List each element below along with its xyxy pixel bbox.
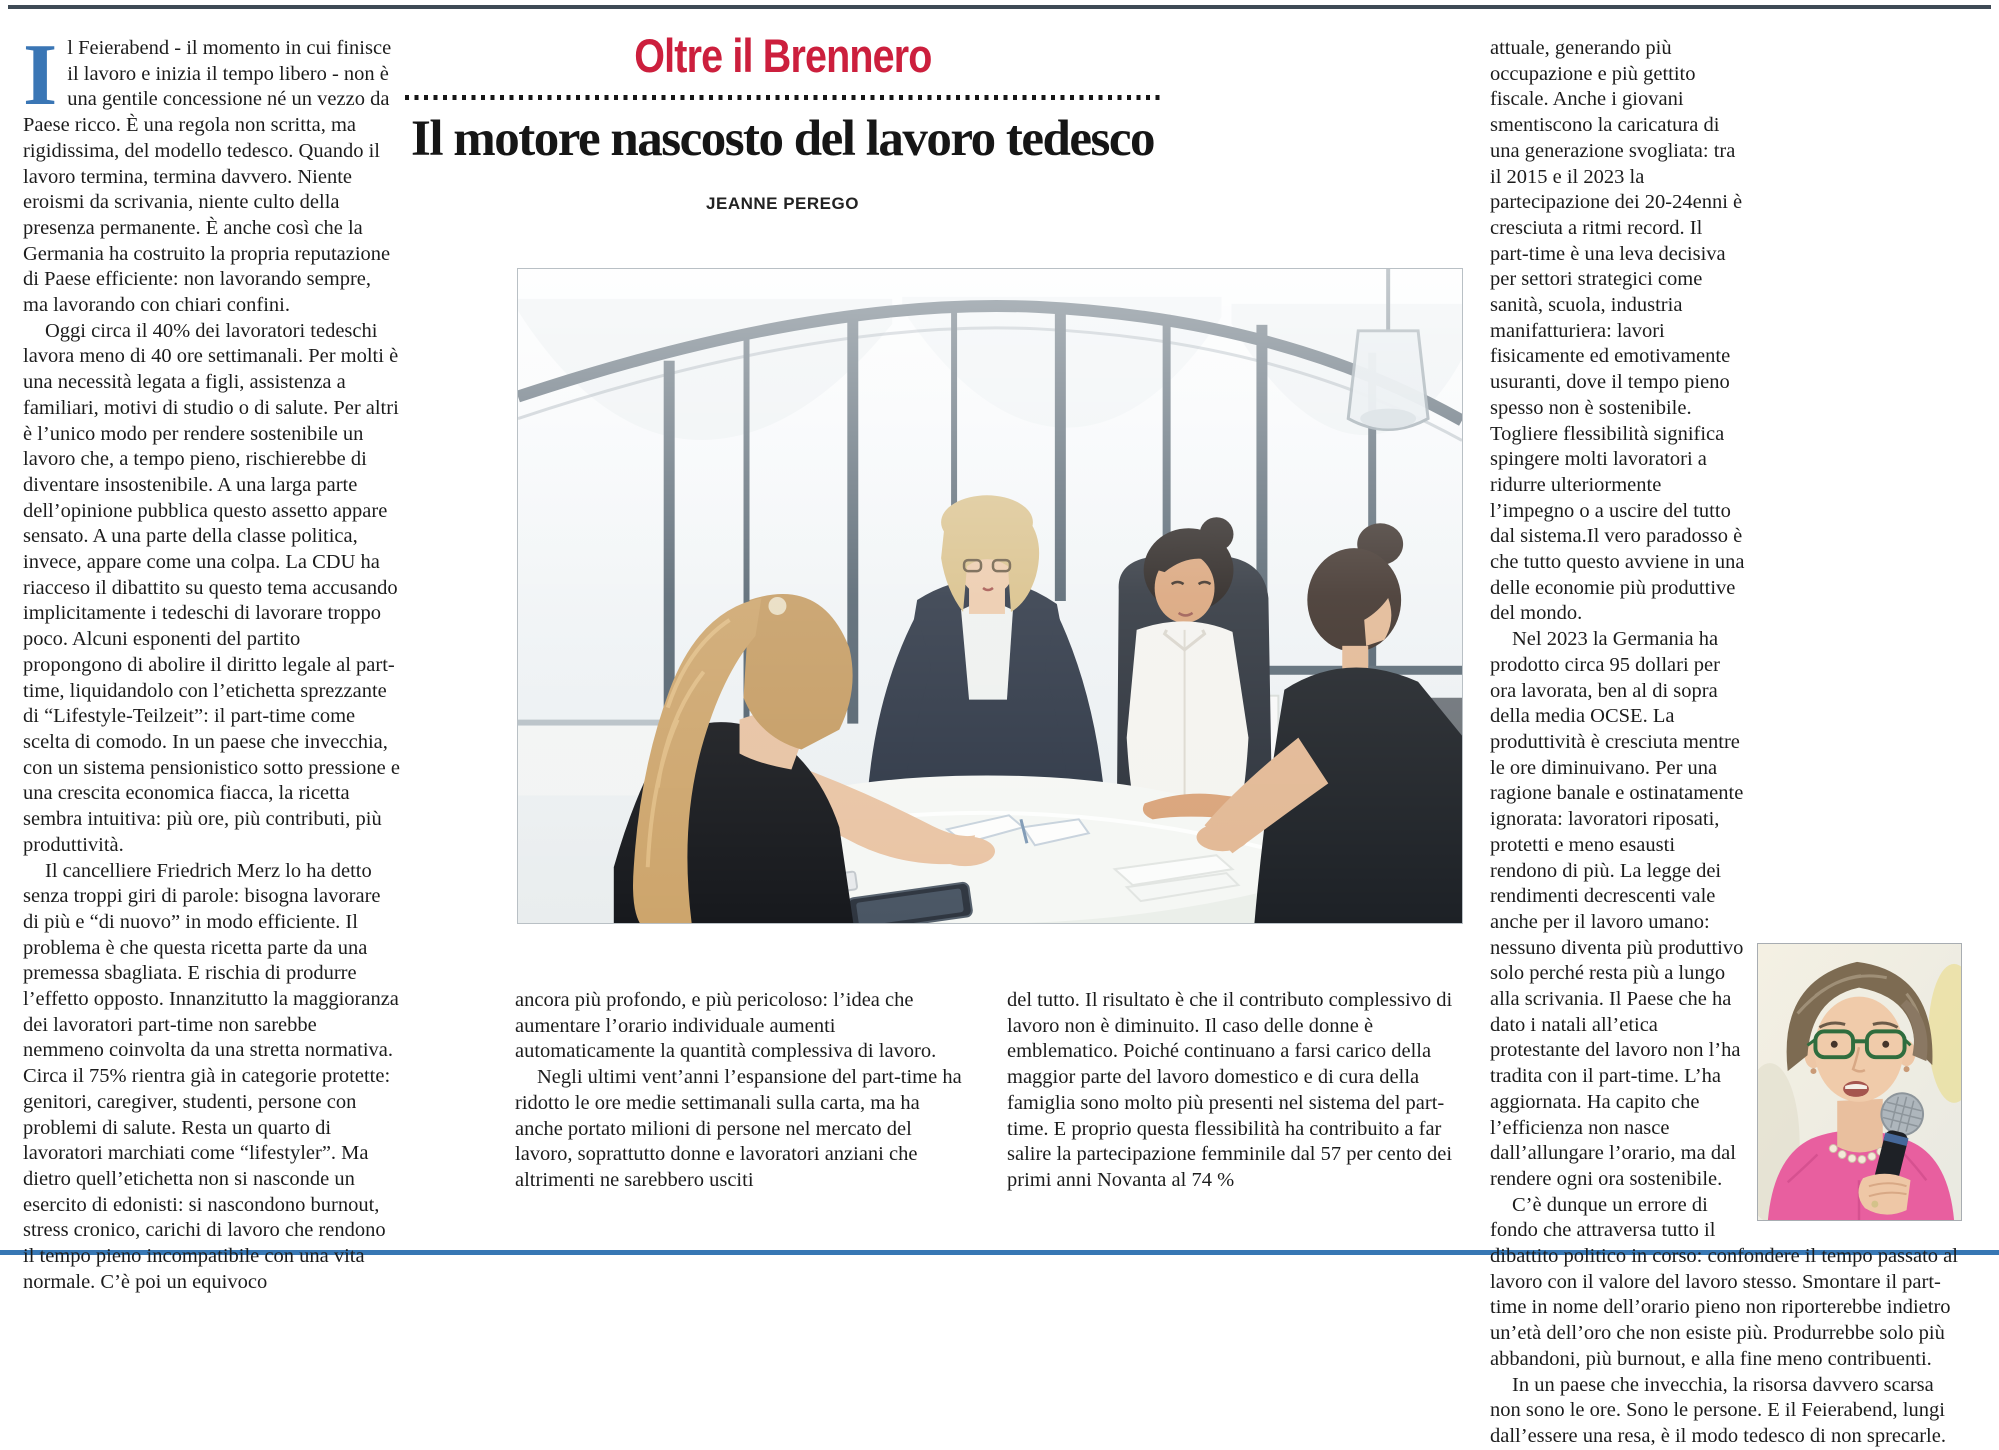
paragraph: ancora più profondo, e più pericoloso: l’idea che aumentare l’orario individuale aumenti automaticamente la quantità complessiva di lavoro.: [515, 989, 937, 1063]
paragraph: Il cancelliere Friedrich Merz lo ha detto senza troppi giri di parole: bisogna lavorare di più e “di nuovo” in modo efficiente. Il problema è che questa ricetta parte da una premessa sbagliata. E rischia di produrre l’effetto opposto. Innanzitutto la maggioranza dei lavoratori part-time non sarebbe nemmeno coinvolta da una stretta normativa. Circa il 75% rientra già in categorie protette: genitori, caregiver, studenti, persone con problemi di salute. Resta un quarto di lavoratori marchiati come “lifestyler”. Ma dietro quell’etichetta non si nasconde un esercito di edonisti: si nascondono burnout, stress cronico, carichi di lavoro che rendono il tempo pieno incompatibile con una vita normale. C’è poi un equivoco: [23, 859, 399, 1293]
paragraph: Oggi circa il 40% dei lavoratori tedeschi lavora meno di 40 ore settimanali. Per molti è una necessità legata a figli, assistenza a familiari, motivi di studio o di salute. Per altri è l’unico modo per rendere sostenibile un lavoro che, a tempo pieno, rischierebbe di diventare insostenibile. A una larga parte dell’opinione pubblica questo assetto appare sensato. A una parte della classe politica, invece, appare come una colpa. La CDU ha riacceso il dibattito su questo tema accusando implicitamente i tedeschi di lavorare troppo poco. Alcuni esponenti del partito propongono di abolire il diritto legale al part-time, liquidandolo con l’etichetta sprezzante di “Lifestyle-Teilzeit”: il part-time come scelta di comodo. In un paese che invecchia, con un sistema pensionistico sotto pressione e una crescita economica fiacca, la ricetta sembra intuitiva: più ore, più contributi, più produttività.: [23, 319, 400, 856]
paragraph: del tutto. Il risultato è che il contributo complessivo di lavoro non è diminuito. Il caso delle donne è emblematico. Poiché continuano a farsi carico della maggior parte del lavoro domestico e di cura della famiglia sono molto più presenti nel sistema del part-time. E proprio questa flessibilità ha contribuito a far salire la partecipazione femminile dal 57 per cento dei primi anni Novanta al 74 %: [1007, 989, 1453, 1191]
top-rule: [8, 5, 1991, 9]
paragraph: In un paese che invecchia, la risorsa davvero scarsa non sono le ore. Sono le persone. E il Feierabend, lungi dall’essere una resa, è il modo tedesco di non sprecarle.: [1490, 1373, 1946, 1447]
article-column-1: [23, 27, 400, 1295]
main-photo: [517, 268, 1463, 924]
byline: JEANNE PEREGO: [706, 194, 859, 213]
paragraph-text: l Feierabend - il momento in cui finisce il lavoro e inizia il tempo libero - non è una gentile concessione né un vezzo da Paese ricco. È una regola non scritta, ma rigidissima, del modello tedesco. Quando il lavoro termina, termina davvero. Niente eroismi da scrivania, niente culto della presenza permanente. È anche così che la Germania ha costruito la propria reputazione di Paese efficiente: non lavorando sempre, ma lavorando con chiari confini.: [23, 37, 392, 317]
paragraph: Nel 2023 la Germania ha prodotto circa 95 dollari per ora lavorata, ben al di sopra della media OCSE. La produttività è cresciuta mentre le ore diminuivano. Per una ragione banale e ostinatamente ignorata: lavoratori riposati, protetti e meno esausti rendono di più. La legge dei rendimenti decrescenti vale anche per il lavoro umano: nessuno diventa più produttivo solo perché resta più a lungo alla scrivania. Il Paese che ha dato i natali all’etica protestante del lavoro non l’ha tradita con il part-time. L’ha aggiornata. Ha capito che l’efficienza non nasce dall’allungare l’orario, ma dal rendere ogni ora sostenibile.: [1490, 628, 1744, 1190]
kicker-title: Oltre il Brennero: [633, 29, 932, 82]
article-column-4: [1490, 36, 1962, 1450]
paragraph: C’è dunque un errore di fondo che attraversa tutto il dibattito politico in corso: confondere il tempo passato al lavoro con il valore del lavoro stesso. Smontare il part-time in nome dell’orario pieno non riporterebbe indietro un’età dell’oro che non esiste più. Produrrebbe solo più abbandoni, più burnout, e alla fine meno contribuenti.: [1490, 1193, 1958, 1370]
paragraph: [23, 27, 400, 319]
article-column-2: [515, 988, 970, 1194]
drop-cap: I: [23, 27, 58, 124]
article-column-3: [1007, 988, 1465, 1194]
dotted-rule: [405, 95, 1160, 100]
paragraph: Negli ultimi vent’anni l’espansione del part-time ha ridotto le ore medie settimanali sulla carta, ma ha anche portato milioni di persone nel mercato del lavoro, soprattutto donne e lavoratori anziani che altrimenti ne sarebbero usciti: [515, 1066, 962, 1191]
paragraph: attuale, generando più occupazione e più gettito fiscale. Anche i giovani smentiscono la caricatura di una generazione svogliata: tra il 2015 e il 2023 la partecipazione dei 20-24enni è cresciuta a ritmi record. Il part-time è una leva decisiva per settori strategici come sanità, scuola, industria manifatturiera: lavori fisicamente ed emotivamente usuranti, dove il tempo pieno spesso non è sostenibile. Togliere flessibilità significa spingere molti lavoratori a ridurre ulteriormente l’impegno o a uscire del tutto dal sistema.Il vero paradosso è che tutto questo avviene in una delle economie più produttive del mondo.: [1490, 37, 1745, 625]
author-portrait-photo: [1757, 943, 1962, 1221]
headline: Il motore nascosto del lavoro tedesco: [411, 111, 1154, 167]
article-header: [405, 30, 1160, 214]
kicker-row: [405, 30, 1160, 82]
